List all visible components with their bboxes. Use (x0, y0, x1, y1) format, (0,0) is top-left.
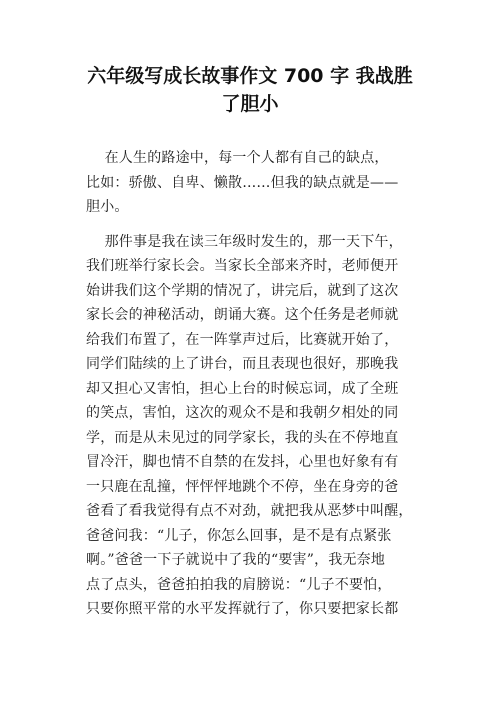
paragraph-2 (86, 230, 422, 622)
text-line: 却又担心又害怕，担心上台的时候忘词，成了全班 (86, 380, 399, 397)
text-line: 比如：骄傲、自卑、懒散……但我的缺点就是—— (86, 174, 399, 191)
text-line: 在人生的路途中，每一个人都有自己的缺点， (86, 150, 389, 166)
text-line: 给我们布置了，在一阵掌声过后，比赛就开始了， (86, 331, 399, 348)
text-line: 我们班举行家长会。当家长全部来齐时，老师便开 (86, 258, 399, 274)
text-line: 胆小。 (86, 199, 129, 215)
text-line: 同学们陆续的上了讲台，而且表现也很好，那晚我 (86, 356, 399, 372)
text-line: 始讲我们这个学期的情况了，讲完后，就到了这次 (86, 282, 399, 299)
title-line: 了胆小 (221, 93, 279, 115)
title-line: 六年级写成长故事作文 700 字 我战胜 (87, 65, 413, 87)
text-line: 啊。”爸爸一下子就说中了我的“要害”，我无奈地 (86, 552, 386, 568)
text-line: 一只鹿在乱撞，怦怦怦地跳个不停，坐在身旁的爸 (86, 478, 399, 495)
text-line: 家长会的神秘活动，朗诵大赛。这个任务是老师就 (86, 307, 399, 323)
text-line: 冒冷汗，脚也情不自禁的在发抖，心里也好象有有 (86, 454, 399, 470)
text-line: 只要你照平常的水平发挥就行了，你只要把家长都 (86, 601, 399, 617)
text-line: 爸爸问我：“儿子，你怎么回事，是不是有点紧张 (86, 527, 392, 544)
text-line: 爸看了看我觉得有点不对劲，就把我从恶梦中叫醒， (86, 503, 413, 519)
text-line: 的笑点，害怕，这次的观众不是和我朝夕相处的同 (86, 405, 399, 421)
text-line: 学，而是从未见过的同学家长，我的头在不停地直 (86, 429, 399, 446)
text-line: 那件事是我在读三年级时发生的，那一天下午， (86, 233, 403, 250)
document-title (70, 62, 430, 118)
paragraph-1 (86, 146, 422, 220)
text-line: 点了点头，爸爸拍拍我的肩膀说：“儿子不要怕， (86, 576, 392, 593)
document-body (86, 146, 422, 622)
